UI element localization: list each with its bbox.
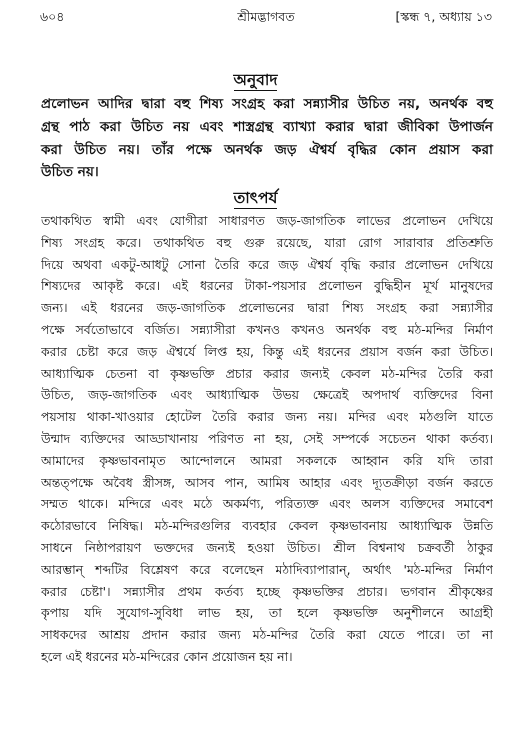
purport-line: পয়সায় থাকা-খাওয়ার হোটেল তৈরি করার জন্য নয়। মন্দির এবং মঠগুলি যাতে	[41, 409, 493, 425]
translation-line: উচিত নয়।	[41, 164, 99, 181]
purport-line: উচিত, জড়-জাগতিক এবং আধ্যাত্মিক উভয় ক্ষেত্রেই অপদার্থ ব্যক্তিদের বিনা	[41, 387, 493, 403]
purport-line: জন্য। এই ধরনের জড়-জাগতিক প্রলোভনের দ্বারা শিষ্য সংগ্রহ করা সন্ন্যাসীর	[41, 300, 493, 316]
purport-line: আরম্ভান্ শব্দটির বিশ্লেষণ করে বলেছেন মঠাদিব্যাপারান্, অর্থাৎ 'মঠ-মন্দির নির্মাণ	[41, 561, 493, 577]
translation-line: প্রলোভন আদির দ্বারা বহু শিষ্য সংগ্রহ করা সন্ন্যাসীর উচিত নয়, অনর্থক বহু	[41, 96, 493, 112]
canto-chapter-reference: [স্কন্ধ ৭, অধ্যায় ১৩	[395, 9, 492, 24]
purport-line: আমাদের কৃষ্ণভাবনামৃত আন্দোলনে আমরা সকলকে আহ্বান করি যদি তারা	[41, 452, 493, 468]
purport-heading: তাৎপর্য	[233, 189, 278, 207]
translation-line: করা উচিত নয়। তাঁর পক্ষে অনর্থক জড় ঐশ্বর্য বৃদ্ধির কোন প্রয়াস করা	[41, 141, 493, 158]
translation-heading: অনুবাদ	[233, 71, 278, 89]
purport-line: শিষ্যদের আকৃষ্ট করে। এই ধরনের টাকা-পয়সার প্রলোভন বুদ্ধিহীন মূর্খ মানুষদের	[41, 278, 493, 294]
purport-line: তথাকথিত স্বামী এবং যোগীরা সাধারণত জড়-জাগতিক লাভের প্রলোভন দেখিয়ে	[41, 213, 493, 228]
purport-line: কঠোরভাবে নিষিদ্ধ। মঠ-মন্দিরগুলির ব্যবহার কেবল কৃষ্ণভাবনায় আধ্যাত্মিক উন্নতি	[41, 518, 493, 534]
purport-line: উন্মাদ ব্যক্তিদের আড্ডাখানায় পরিণত না হয়, সেই সম্পর্কে সচেতন থাকা কর্তব্য।	[41, 430, 493, 446]
purport-line: শিষ্য সংগ্রহ করে। তথাকথিত বহু গুরু রয়েছে, যারা রোগ সারাবার প্রতিশ্রুতি	[41, 234, 493, 250]
purport-line: করার চেষ্টা'। সন্ন্যাসীর প্রথম কর্তব্য হচ্ছে কৃষ্ণভক্তির প্রচার। ভগবান শ্রীকৃষ্ণের	[41, 583, 493, 599]
purport-text	[41, 210, 493, 668]
translation-heading-wrap	[0, 68, 511, 94]
purport-line: দিয়ে অথবা একটু-আধটু সোনা তৈরি করে জড় ঐশ্বর্য বৃদ্ধি করার প্রলোভন দেখিয়ে	[41, 256, 493, 272]
purport-line: করার চেষ্টা করে জড় ঐশ্বর্যে লিপ্ত হয়, কিন্তু এই ধরনের প্রয়াস বর্জন করা উচিত।	[41, 343, 493, 359]
purport-line: সাধনে নিষ্ঠাপরায়ণ ভক্তদের জন্যই হওয়া উচিত। শ্রীল বিশ্বনাথ চক্রবর্তী ঠাকুর	[41, 539, 493, 555]
page-number: ৬০৪	[40, 9, 65, 24]
purport-line: অন্তত্পক্ষে অবৈধ স্ত্রীসঙ্গ, আসব পান, আমিষ আহার এবং দ্যূতক্রীড়া বর্জন করতে	[41, 474, 493, 490]
purport-line: কৃপায় যদি সুযোগ-সুবিধা লাভ হয়, তা হলে কৃষ্ণভক্তি অনুশীলনে আগ্রহী	[41, 605, 493, 621]
translation-line: গ্রন্থ পাঠ করা উচিত নয় এবং শাস্ত্রগ্রন্থ ব্যাখ্যা করার দ্বারা জীবিকা উপার্জন	[41, 118, 493, 135]
purport-line: সম্মত থাকে। মন্দিরে এবং মঠে অকর্মণ্য, পরিত্যক্ত এবং অলস ব্যক্তিদের সমাবেশ	[41, 496, 493, 512]
purport-line: সাধকদের আশ্রয় প্রদান করার জন্য মঠ-মন্দির তৈরি করা যেতে পারে। তা না	[41, 627, 493, 643]
book-title: শ্রীমদ্ভাগবত	[237, 9, 295, 24]
translation-text	[41, 93, 493, 184]
purport-heading-wrap	[0, 186, 511, 212]
purport-line: পক্ষে সর্বতোভাবে বর্জিত। সন্ন্যাসীরা কখনও কখনও অনর্থক বহু মঠ-মন্দির নির্মাণ	[41, 321, 493, 337]
purport-line: হলে এই ধরনের মঠ-মন্দিরের কোন প্রয়োজন হয় না।	[41, 648, 293, 664]
purport-line: আধ্যাত্মিক চেতনা বা কৃষ্ণভক্তি প্রচার করার জন্যই কেবল মঠ-মন্দির তৈরি করা	[41, 365, 493, 381]
running-header	[40, 9, 492, 29]
